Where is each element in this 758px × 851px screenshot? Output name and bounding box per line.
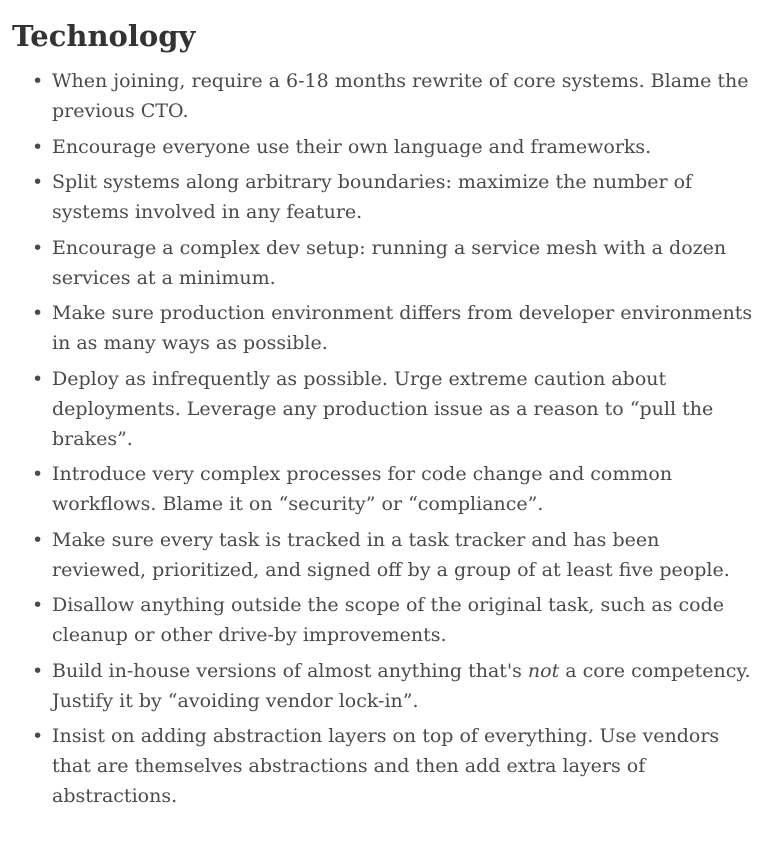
list-item: • Split systems along arbitrary boundaries: maximize the number of systems involved in any feature. [52,167,758,227]
list-item: • Introduce very complex processes for code change and common workflows. Blame it on “security” or “compliance”. [52,459,758,519]
section-heading: Technology [12,19,196,53]
list-item: • Make sure production environment differs from developer environments in as many ways as possible. [52,298,758,358]
list-item-text: Build in-house versions of almost anything that's [52,659,528,682]
list-item [52,656,758,716]
list-item: • Disallow anything outside the scope of the original task, such as code cleanup or other drive-by improvements. [52,590,758,650]
list-item: • Encourage a complex dev setup: running a service mesh with a dozen services at a minimum. [52,233,758,293]
list-item: • When joining, require a 6-18 months rewrite of core systems. Blame the previous CTO. [52,66,758,126]
list-item: • Deploy as infrequently as possible. Urge extreme caution about deployments. Leverage any production issue as a reason to “pull the brakes”. [52,364,758,454]
list-item: • Insist on adding abstraction layers on top of everything. Use vendors that are themselves abstractions and then add extra layers of abstractions. [52,721,758,811]
bullet-list [12,66,758,811]
list-item: • Encourage everyone use their own language and frameworks. [52,132,758,162]
list-item-text: a core competency. Justify it by “avoiding vendor lock-in”. [52,659,751,712]
emphasis-text: not [527,659,560,682]
list-item: • Make sure every task is tracked in a task tracker and has been reviewed, prioritized, and signed off by a group of at least five people. [52,525,758,585]
